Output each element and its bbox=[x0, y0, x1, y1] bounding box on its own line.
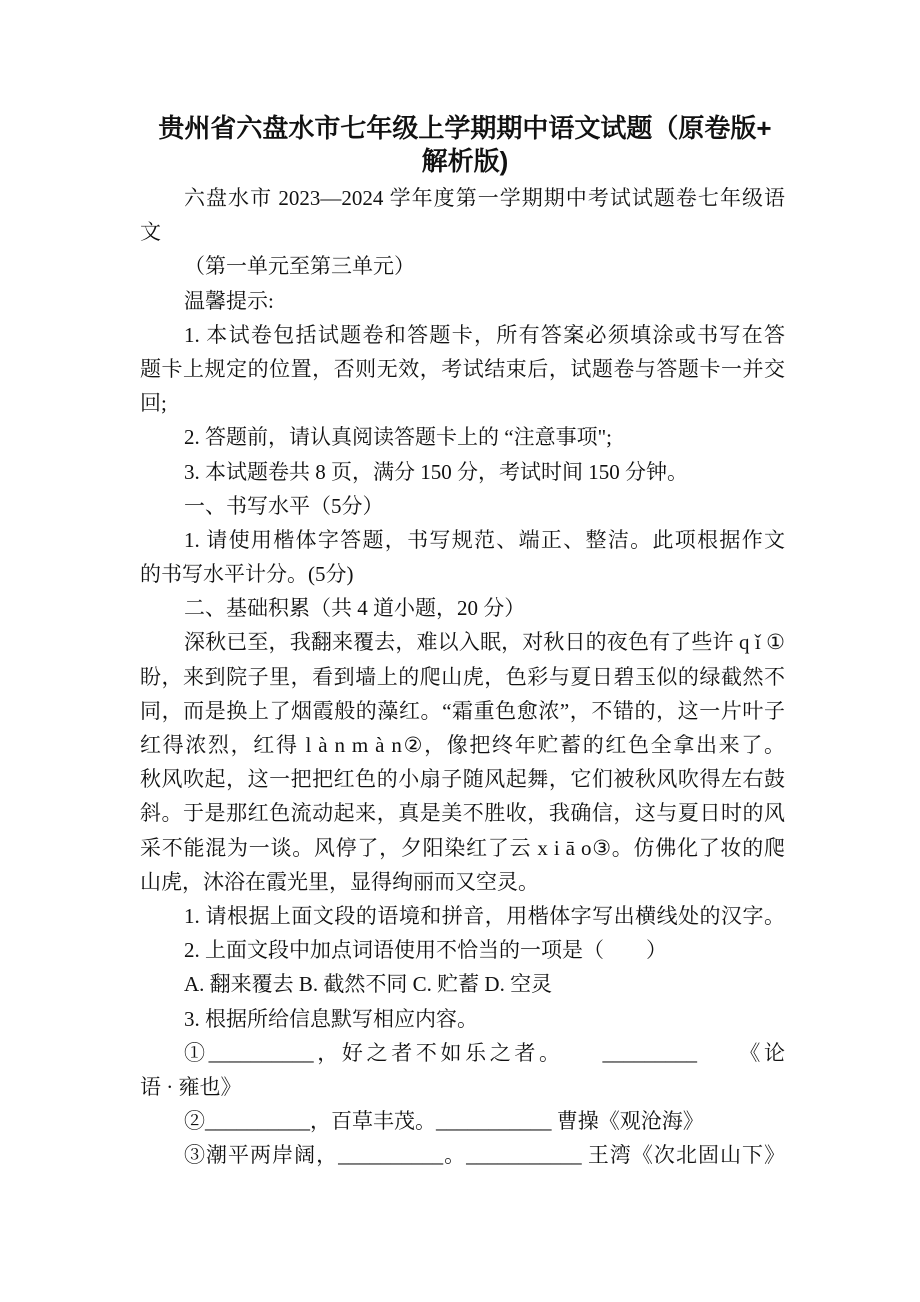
document-title bbox=[140, 112, 790, 178]
text-line: （第一单元至第三单元） bbox=[184, 254, 415, 279]
text-line: 2. 答题前，请认真阅读答题卡上的 “注意事项"; bbox=[184, 425, 612, 450]
text-line: 文 bbox=[140, 220, 161, 245]
text-line: ①__________，好之者不如乐之者。 _________ 《论 bbox=[184, 1040, 785, 1065]
text-line: 的书写水平计分。(5分) bbox=[140, 562, 354, 587]
text-line: 斜。于是那红色流动起来，真是美不胜收，我确信，这与夏日时的风 bbox=[140, 801, 785, 826]
text-line: 1. 请使用楷体字答题，书写规范、端正、整洁。此项根据作文 bbox=[184, 527, 785, 552]
text-line: 秋风吹起，这一把把红色的小扇子随风起舞，它们被秋风吹得左右鼓 bbox=[140, 767, 785, 792]
text-line: 山虎，沐浴在霞光里，显得绚丽而又空灵。 bbox=[140, 869, 539, 894]
text-line: 3. 本试题卷共 8 页，满分 150 分，考试时间 150 分钟。 bbox=[184, 459, 688, 484]
text-line: A. 翻来覆去 B. 截然不同 C. 贮蓄 D. 空灵 bbox=[184, 972, 553, 997]
text-line: 1. 本试卷包括试题卷和答题卡，所有答案必须填涂或书写在答 bbox=[184, 322, 785, 347]
text-line: 采不能混为一谈。风停了，夕阳染红了云 x i ā o③。仿佛化了妆的爬 bbox=[140, 835, 785, 860]
text-line: 六盘水市 2023—2024 学年度第一学期期中考试试题卷七年级语 bbox=[184, 186, 785, 210]
text-line: 回; bbox=[140, 391, 167, 416]
text-line: 1. 请根据上面文段的语境和拼音，用楷体字写出横线处的汉字。 bbox=[184, 903, 785, 928]
text-line: 同，而是换上了烟霞般的藻红。“霜重色愈浓”，不错的，这一片叶子 bbox=[140, 698, 785, 723]
text-line: 一、书写水平（5分） bbox=[184, 493, 384, 518]
text-line: 红得浓烈，红得 l à n m à n②，像把终年贮蓄的红色全拿出来了。 bbox=[140, 733, 785, 757]
text-line: 2. 上面文段中加点词语使用不恰当的一项是（ ） bbox=[184, 938, 667, 963]
title-line-2: 解析版) bbox=[421, 146, 509, 176]
title-line-1: 贵州省六盘水市七年级上学期期中语文试题（原卷版+ bbox=[158, 113, 772, 143]
text-line: 题卡上规定的位置，否则无效，考试结束后，试题卷与答题卡一并交 bbox=[140, 356, 785, 381]
text-line: 温馨提示: bbox=[184, 288, 274, 313]
text-line: ③潮平两岸阔，__________。___________ 王湾《次北固山下》 bbox=[184, 1143, 785, 1168]
text-line: 3. 根据所给信息默写相应内容。 bbox=[184, 1006, 478, 1031]
text-line: 深秋已至，我翻来覆去，难以入眠，对秋日的夜色有了些许 q ǐ ① bbox=[184, 630, 785, 655]
text-line: 语 · 雍也》 bbox=[140, 1074, 242, 1099]
document-body bbox=[140, 181, 785, 1172]
text-line: ②__________，百草丰茂。___________ 曹操《观沧海》 bbox=[184, 1109, 704, 1134]
text-line: 盼，来到院子里，看到墙上的爬山虎，色彩与夏日碧玉似的绿截然不 bbox=[140, 664, 785, 689]
text-line: 二、基础积累（共 4 道小题，20 分） bbox=[184, 596, 526, 621]
